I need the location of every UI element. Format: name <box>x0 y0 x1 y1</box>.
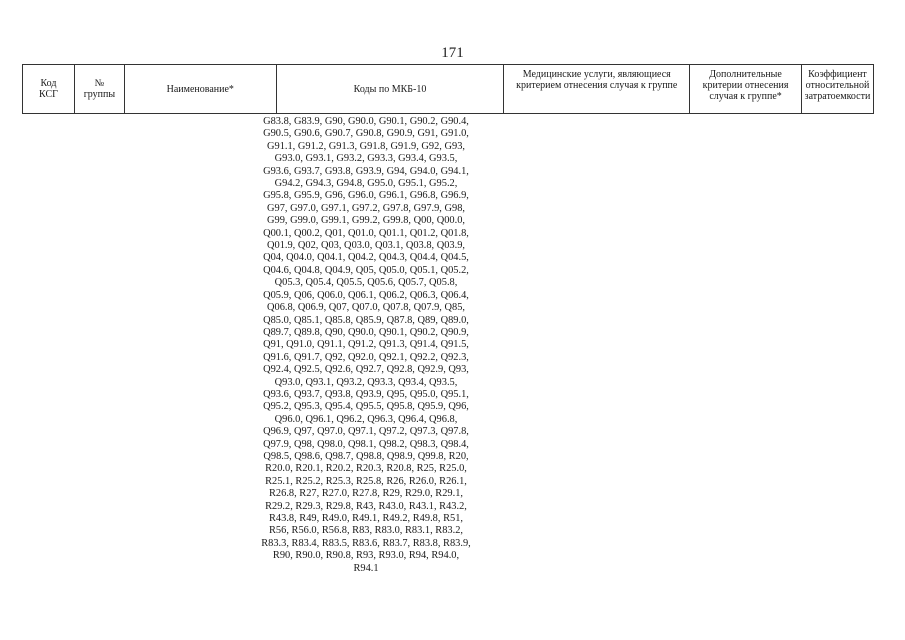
icd-codes-line: Q95.2, Q95.3, Q95.4, Q95.5, Q95.8, Q95.9, Q96, <box>263 401 469 413</box>
icd-codes-line: Q91, Q91.0, Q91.1, Q91.2, Q91.3, Q91.4, Q91.5, <box>263 339 469 351</box>
icd-codes-line: Q97.9, Q98, Q98.0, Q98.1, Q98.2, Q98.3, Q98.4, <box>263 438 469 450</box>
icd-codes-line: R90, R90.0, R90.8, R93, R93.0, R94, R94.0, <box>272 550 460 562</box>
icd-codes-line: Q96.0, Q96.1, Q96.2, Q96.3, Q96.4, Q96.8, <box>274 413 458 425</box>
icd-codes-line: G94.2, G94.3, G94.8, G95.0, G95.1, G95.2, <box>274 178 458 190</box>
icd-codes-line: Q06.8, Q06.9, Q07, Q07.0, Q07.8, Q07.9, Q85, <box>267 302 465 314</box>
icd-codes-line: Q01.9, Q02, Q03, Q03.0, Q03.1, Q03.8, Q03.9, <box>267 240 465 252</box>
icd-codes-line: G99, G99.0, G99.1, G99.2, G99.8, Q00, Q00.0, <box>267 215 465 227</box>
header-cell-name <box>125 65 277 113</box>
icd-codes-line: R25.1, R25.2, R25.3, R25.8, R26, R26.0, R26.1, <box>265 475 467 487</box>
header-cell-medical-services <box>504 65 690 113</box>
header-group-number-label: № группы <box>83 78 116 100</box>
icd-codes-line: R94.1 <box>353 562 379 574</box>
icd-codes-line: G93.6, G93.7, G93.8, G93.9, G94, G94.0, G94.1, <box>263 165 469 177</box>
icd-codes-line: Q05.3, Q05.4, Q05.5, Q05.6, Q05.7, Q05.8, <box>274 277 458 289</box>
icd-codes-line: Q96.9, Q97, Q97.0, Q97.1, Q97.2, Q97.3, Q97.8, <box>263 426 469 438</box>
table-header <box>22 64 874 114</box>
header-cell-group-number <box>75 65 125 113</box>
icd-codes-line: Q85.0, Q85.1, Q85.8, Q85.9, Q87.8, Q89, Q89.0, <box>263 314 469 326</box>
icd-codes-line: Q04.6, Q04.8, Q04.9, Q05, Q05.0, Q05.1, Q05.2, <box>263 264 469 276</box>
icd-codes-list <box>248 116 484 575</box>
icd-codes-line: R56, R56.0, R56.8, R83, R83.0, R83.1, R83.2, <box>269 525 463 537</box>
icd-codes-line: G91.1, G91.2, G91.3, G91.8, G91.9, G92, G93, <box>267 140 465 152</box>
header-cell-cost-coefficient <box>802 65 874 113</box>
icd-codes-line: G95.8, G95.9, G96, G96.0, G96.1, G96.8, G96.9, <box>263 190 469 202</box>
icd-codes-line: R83.3, R83.4, R83.5, R83.6, R83.7, R83.8, R83.9, <box>261 537 471 549</box>
icd-codes-line: Q93.6, Q93.7, Q93.8, Q93.9, Q95, Q95.0, Q95.1, <box>263 388 469 400</box>
icd-codes-line: G83.8, G83.9, G90, G90.0, G90.1, G90.2, G90.4, <box>263 116 469 127</box>
icd-codes-line: R43.8, R49, R49.0, R49.1, R49.2, R49.8, R51, <box>269 513 463 524</box>
icd-codes-line: R29.2, R29.3, R29.8, R43, R43.0, R43.1, R43.2, <box>265 500 467 512</box>
icd-codes-line: G93.0, G93.1, G93.2, G93.3, G93.4, G93.5, <box>274 153 458 165</box>
icd-codes-line: Q91.6, Q91.7, Q92, Q92.0, Q92.1, Q92.2, Q92.3, <box>263 351 469 363</box>
header-additional-criteria-label: Дополнительные критерии отнесения случая к группе* <box>702 69 789 102</box>
icd-codes-line: Q92.4, Q92.5, Q92.6, Q92.7, Q92.8, Q92.9, Q93, <box>263 364 469 376</box>
icd-codes-line: Q89.7, Q89.8, Q90, Q90.0, Q90.1, Q90.2, Q90.9, <box>263 326 469 338</box>
header-icd-codes-label: Коды по МКБ-10 <box>353 83 427 95</box>
icd-codes-line: Q93.0, Q93.1, Q93.2, Q93.3, Q93.4, Q93.5, <box>274 376 458 388</box>
icd-codes-line: G90.5, G90.6, G90.7, G90.8, G90.9, G91, G91.0, <box>263 128 469 140</box>
page-number: 171 <box>441 45 464 61</box>
icd-codes-line: Q00.1, Q00.2, Q01, Q01.0, Q01.1, Q01.2, Q01.8, <box>263 227 469 239</box>
icd-codes-line: R20.0, R20.1, R20.2, R20.3, R20.8, R25, R25.0, <box>265 463 467 475</box>
header-ksg-code-label: Код КСГ <box>39 78 58 100</box>
header-cell-additional-criteria <box>690 65 802 113</box>
icd-codes-line: R26.8, R27, R27.0, R27.8, R29, R29.0, R29.1, <box>269 488 463 500</box>
icd-codes-line: Q04, Q04.0, Q04.1, Q04.2, Q04.3, Q04.4, Q04.5, <box>263 252 469 264</box>
header-cell-ksg-code <box>23 65 75 113</box>
header-name-label: Наименование* <box>166 83 234 95</box>
header-cost-coefficient-label: Коэффициент относительной затратоемкости <box>804 69 871 102</box>
header-medical-services-label: Медицинские услуги, являющиеся критерием отнесения случая к группе <box>516 69 678 91</box>
icd-codes-line: Q05.9, Q06, Q06.0, Q06.1, Q06.2, Q06.3, Q06.4, <box>263 289 469 301</box>
icd-codes-line: G97, G97.0, G97.1, G97.2, G97.8, G97.9, G98, <box>267 202 465 214</box>
header-cell-icd-codes <box>277 65 505 113</box>
icd-codes-line: Q98.5, Q98.6, Q98.7, Q98.8, Q98.9, Q99.8, R20, <box>263 450 469 462</box>
